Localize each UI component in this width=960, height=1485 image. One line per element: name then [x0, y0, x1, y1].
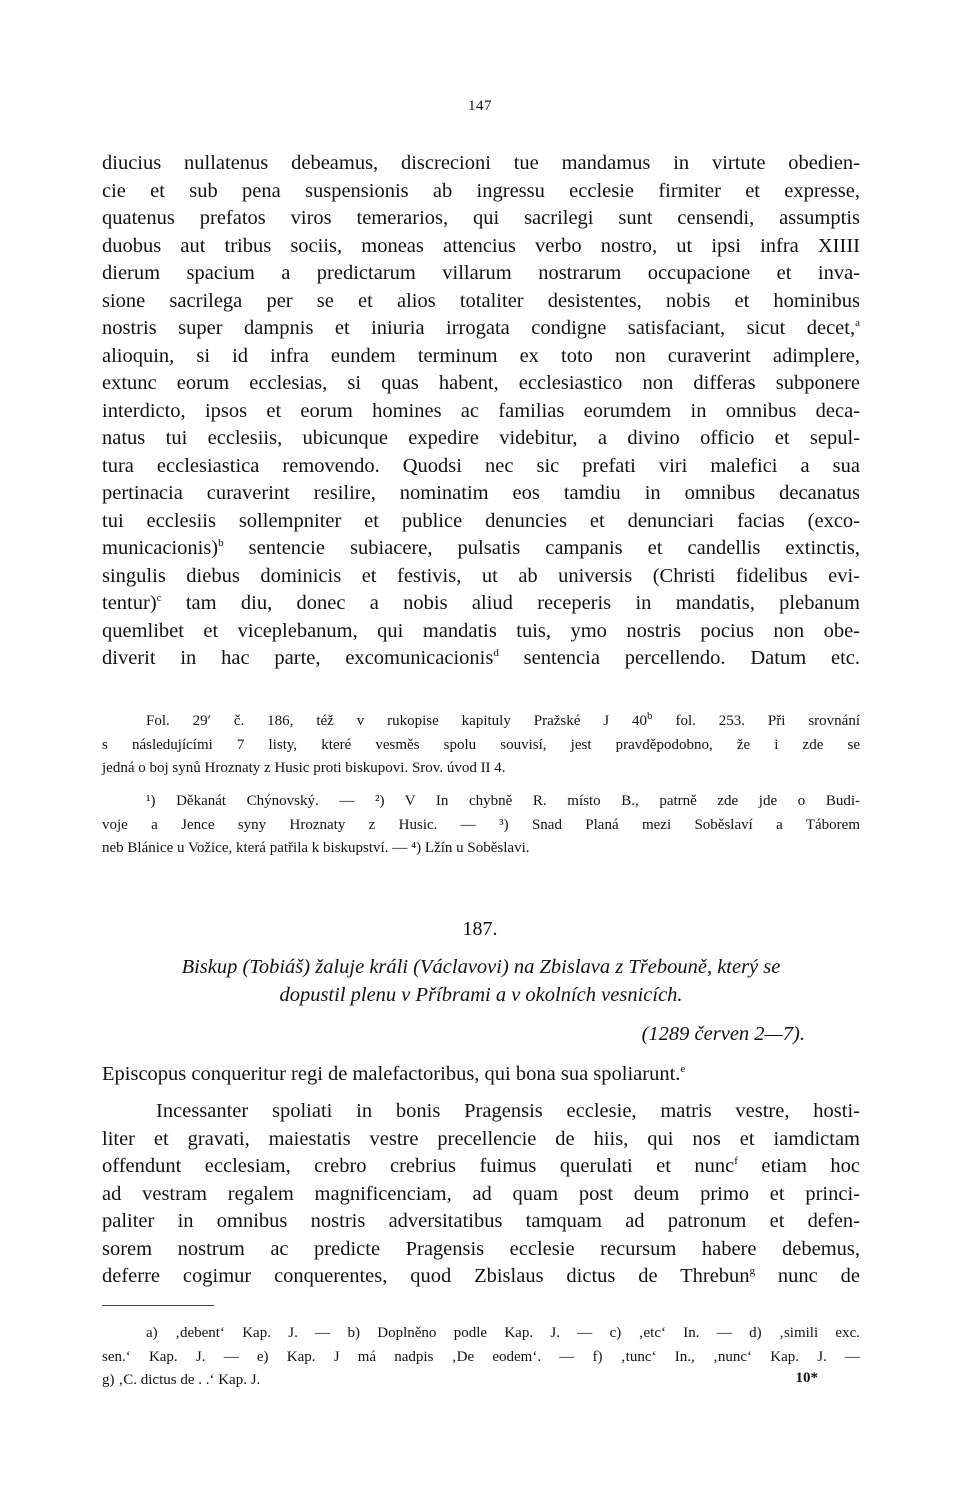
footnote-mark: g [749, 1265, 756, 1278]
text-line: liter et gravati, maiestatis vestre precellencie de hiis, qui nos et iamdictam [102, 1127, 860, 1150]
text-line: singulis diebus dominicis et festivis, ut ab universis (Christi fidelibus evi- [102, 564, 860, 587]
footnote-rule [102, 1305, 214, 1306]
text-line: sione sacrilega per se et alios totaliter desistentes, nobis et hominibus [102, 289, 860, 312]
text-run: nunc de [755, 1265, 860, 1287]
text-run: sentencie subiacere, pulsatis campanis et candellis extinctis, [223, 537, 860, 559]
text-line: quemlibet et viceplebanum, qui mandatis tuis, ymo nostris pocius non obe- [102, 619, 860, 642]
text-line: sorem nostrum ac predicte Pragensis ecclesie recursum habere debemus, [102, 1237, 860, 1260]
text-line: diucius nullatenus debeamus, discrecioni tue mandamus in virtute obedien- [102, 152, 860, 174]
summary-line [102, 1061, 860, 1089]
text-line: tui ecclesiis sollempniter et publice denuncies et denunciari facias (exco- [102, 509, 860, 532]
text-run: fol. 253. Při srovnání [652, 713, 860, 729]
footnote-mark: c [156, 592, 162, 605]
text-run: municacionis) [102, 537, 219, 559]
text-run: etiam hoc [737, 1155, 860, 1177]
apparatus-line: g) ‚C. dictus de . .‘ Kap. J. [102, 1372, 261, 1388]
title-line: dopustil plenu v Příbrami a v okolních vesnicích. [279, 983, 683, 1006]
text-run: deferre cogimur conquerentes, quod Zbislaus dictus de Threbun [102, 1265, 750, 1287]
text-line [102, 315, 860, 343]
text-line: quatenus prefatos viros temerarios, qui sacrilegi sunt censendi, assumptis [102, 207, 860, 229]
text-line [102, 1263, 860, 1291]
text-line [146, 710, 860, 734]
text-line [102, 1153, 860, 1181]
text-run: Fol. 29′ č. 186, též v rukopise kapituly Pražské J 40 [146, 713, 648, 729]
numbered-notes-cont [102, 814, 860, 861]
note-line: ¹) Děkanát Chýnovský. — ²) V In chybně R. místo B., patrně zde jde o Budi- [146, 793, 860, 809]
text-line [102, 590, 860, 618]
text-line [102, 645, 860, 673]
text-line: s následujícími 7 listy, které vesměs spolu souvisí, jest pravděpodobno, že i zde se [102, 736, 860, 753]
text-line: ad vestram regalem magnificenciam, ad quam post deum primo et princi- [102, 1182, 860, 1205]
second-paragraph-first-line [102, 1098, 860, 1126]
text-run: offendunt ecclesiam, crebro crebrius fuimus querulati et nunc [102, 1155, 735, 1177]
text-line: paliter in omnibus nostris adversitatibus tamquam ad patronum et defen- [102, 1210, 860, 1232]
text-run: sentencia percellendo. Datum etc. [498, 647, 860, 669]
text-run: diverit in hac parte, excomunicacionis [102, 647, 494, 669]
text-run: tentur) [102, 592, 157, 614]
apparatus-cont [102, 1346, 860, 1393]
second-paragraph [102, 1126, 860, 1291]
text-line: cie et sub pena suspensionis ab ingressu ecclesie firmiter et expresse, [102, 179, 860, 202]
text-line: duobus aut tribus sociis, moneas attencius verbo nostro, ut ipsi infra XIIII [102, 234, 860, 257]
text-run: Episcopus conqueritur regi de malefactoribus, qui bona sua spoliarunt. [102, 1063, 681, 1085]
source-note-cont [102, 734, 860, 781]
text-line: tura ecclesiastica removendo. Quodsi nec sic prefati viri malefici a sua [102, 454, 860, 477]
summary [102, 1061, 860, 1089]
main-paragraph [102, 150, 860, 673]
document-number: 187. [462, 918, 498, 940]
note-line: neb Blánice u Vožice, která patřila k biskupství. — ⁴) Lžín u Soběslavi. [102, 840, 530, 856]
text-run: nostris super dampnis et iniuria irrogata condigne satisfaciant, sicut decet, [102, 317, 856, 339]
footnote-mark: a [855, 317, 860, 330]
text-line: dierum spacium a predictarum villarum nostrarum occupacione et inva- [102, 262, 860, 284]
footnote-mark: e [680, 1063, 686, 1076]
text-line: interdicto, ipsos et eorum homines ac familias eorumdem in omnibus deca- [102, 399, 860, 422]
signature-mark: 10* [795, 1370, 818, 1386]
apparatus-line: sen.‘ Kap. J. — e) Kap. J má nadpis ‚De eodem‘. — f) ‚tunc‘ In., ‚nunc‘ Kap. J. — [102, 1348, 860, 1365]
superscript: b [647, 710, 653, 722]
text-line: pertinacia curaverint resilire, nominatim eos tamdiu in omnibus decanatus [102, 482, 860, 504]
text-line: alioquin, si id infra eundem terminum ex toto non curaverint adimplere, [102, 344, 860, 367]
apparatus-line: a) ‚debent‘ Kap. J. — b) Doplněno podle Kap. J. — c) ‚etc‘ In. — d) ‚simili exc. [146, 1325, 860, 1341]
text-line [102, 535, 860, 563]
text-line: Incessanter spoliati in bonis Pragensis ecclesie, matris vestre, hosti- [156, 1100, 860, 1122]
apparatus [102, 1322, 860, 1346]
page-number: 147 [468, 98, 492, 114]
numbered-notes [102, 790, 860, 814]
title-line: Biskup (Tobiáš) žaluje králi (Václavovi) na Zbislava z Třebouně, který se [181, 956, 781, 978]
footnote-mark: f [734, 1155, 738, 1168]
text-line: jedná o boj synů Hroznaty z Husic proti biskupovi. Srov. úvod II 4. [102, 760, 506, 776]
source-note [102, 710, 860, 734]
document-date: (1289 červen 2—7). [641, 1023, 805, 1045]
text-run: tam diu, donec a nobis aliud receperis in mandatis, plebanum [161, 592, 860, 614]
footnote-mark: b [218, 537, 224, 550]
note-line: voje a Jence syny Hroznaty z Husic. — ³) Snad Planá mezi Soběslaví a Táborem [102, 816, 860, 833]
text-line: natus tui ecclesiis, ubicunque expedire videbitur, a divino officio et sepul- [102, 427, 860, 449]
document-title [102, 954, 860, 1009]
text-line: extunc eorum ecclesias, si quas habent, ecclesiastico non differas subponere [102, 372, 860, 394]
footnote-mark: d [493, 647, 499, 660]
